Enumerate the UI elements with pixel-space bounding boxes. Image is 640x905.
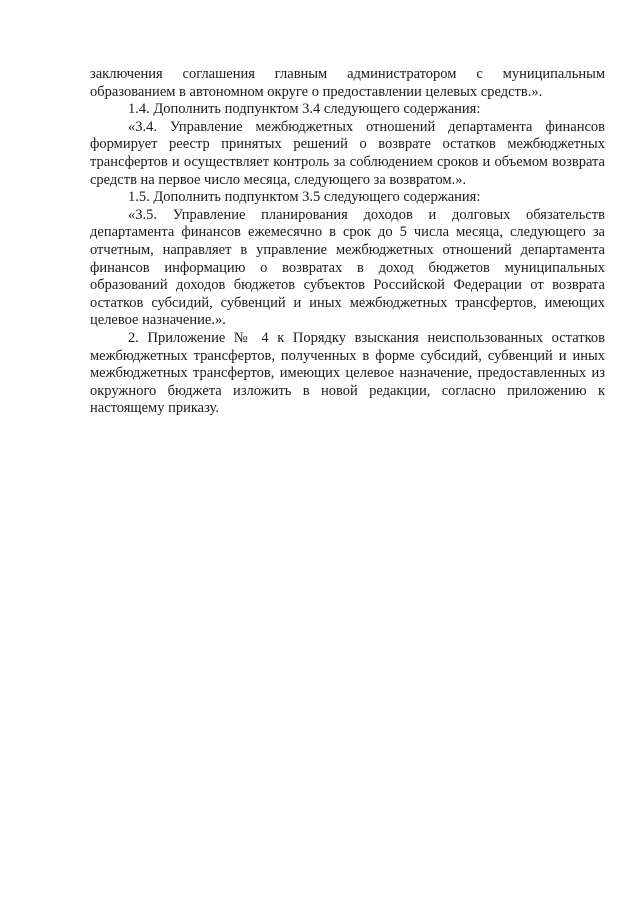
paragraph-continuation: заключения соглашения главным администратором с муниципальным образованием в автономном округе о предоставлении целевых средств.». [90,66,605,100]
document-page [90,66,605,418]
paragraph-item-2: 2. Приложение № 4 к Порядку взыскания неиспользованных остатков межбюджетных трансфертов, полученных в форме субсидий, субвенций и иных межбюджетных трансфертов, имеющих целевое назначение, предоставленных из окружного бюджета изложить в новой редакции, согласно приложению к настоящему приказу. [90,329,605,417]
paragraph-item-1-4: 1.4. Дополнить подпунктом 3.4 следующего содержания: [128,101,481,118]
paragraph-item-1-5: 1.5. Дополнить подпунктом 3.5 следующего содержания: [128,189,481,206]
paragraph-subitem-3-4: «3.4. Управление межбюджетных отношений департамента финансов формирует реестр принятых решений о возврате остатков межбюджетных трансфертов и осуществляет контроль за соблюдением сроков и объемом возврата средств на первое число месяца, следующего за возвратом.». [90,118,605,188]
paragraph-subitem-3-5: «3.5. Управление планирования доходов и долговых обязательств департамента финансов ежемесячно в срок до 5 числа месяца, следующего за отчетным, направляет в управление межбюджетных отношений департамента финансов информацию о возвратах в доход бюджетов муниципальных образований доходов бюджетов субъектов Российской Федерации от возврата остатков субсидий, субвенций и иных межбюджетных трансфертов, имеющих целевое назначение.». [90,206,605,329]
